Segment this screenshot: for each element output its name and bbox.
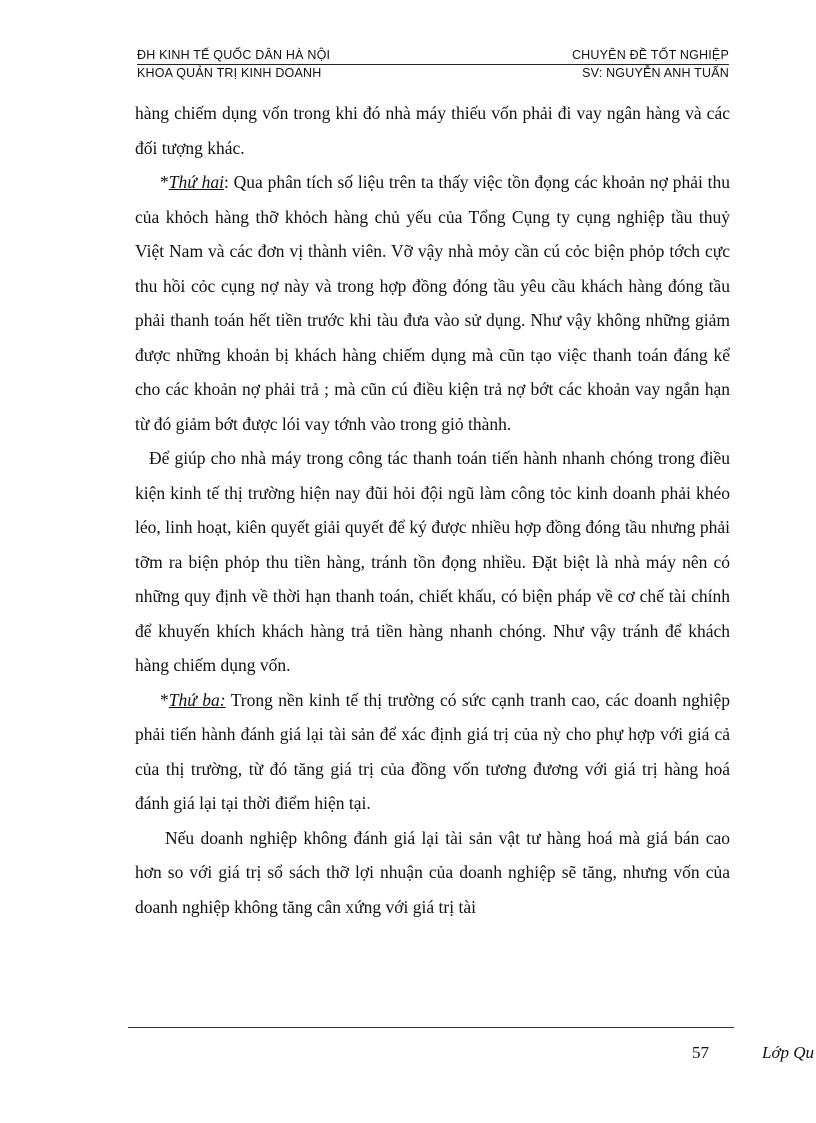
footer-class-label: Lớp Qu — [762, 1043, 815, 1062]
paragraph-4-text: Trong nền kinh tế thị trường có sức cạnh tranh cao, các doanh nghiệp phải tiến hành đánh giá lại tài sản để xác định giá trị của nỳ cho phự hợp với giá cả của thị trường, từ đó tăng giá trị của đồng vốn tương đương với giá trị hàng hoá đánh giá lại tại thời điểm hiện tại. — [135, 689, 730, 813]
section-label-thu-hai: Thứ hai — [168, 172, 224, 192]
bullet-marker: * — [160, 689, 169, 710]
page-header — [137, 48, 729, 81]
footer-divider — [128, 1027, 734, 1028]
student-name: SV: NGUYỄN ANH TUẤN — [582, 66, 729, 80]
header-row-top — [137, 48, 729, 65]
header-row-bottom — [137, 65, 729, 81]
paragraph-4 — [135, 683, 730, 821]
paragraph-5: Nếu doanh nghiệp không đánh giá lại tài sản vật tư hàng hoá mà giá bán cao hơn so với giá trị sổ sách thỡ lợi nhuận của doanh nghiệp sẽ tăng, nhưng vốn của doanh nghiệp không tăng cân xứng với giá trị tài — [135, 827, 730, 917]
faculty-name: KHOA QUẢN TRỊ KINH DOANH — [137, 66, 322, 80]
document-type: CHUYÊN ĐỀ TỐT NGHIỆP — [571, 48, 729, 62]
document-body — [135, 96, 730, 924]
paragraph-2 — [135, 165, 730, 441]
page-number: 57 — [692, 1043, 709, 1062]
university-name: ĐH KINH TẾ QUỐC DÂN HÀ NỘI — [137, 48, 331, 62]
bullet-marker: * — [160, 172, 169, 192]
paragraph-1: hàng chiếm dụng vốn trong khi đó nhà máy thiếu vốn phải đi vay ngân hàng và các đối tượng khác. — [135, 103, 730, 158]
paragraph-2-text: : Qua phân tích số liệu trên ta thấy việc tồn đọng các khoản nợ phải thu của khỏch hàng thỡ khỏch hàng chủ yếu của Tổng Cụng ty cụng nghiệp tầu thuỷ Việt Nam và các đơn vị thành viên. Vỡ vậy nhà mỏy cần cú cỏc biện phỏp tớch cực thu hồi cỏc cụng nợ này và trong hợp đồng đóng tầu yêu cầu khách hàng đóng tầu phải thanh toán hết tiền trước khi tàu đưa vào sử dụng. Như vậy không những giảm được những khoản bị khách hàng chiếm dụng mà cũn tạo việc thanh toán đáng kể cho các khoản nợ phải trả ; mà cũn cú điều kiện trả nợ bớt các khoản vay ngắn hạn từ đó giảm bớt được lói vay tớnh vào trong giỏ thành. — [135, 172, 730, 434]
paragraph-3: Để giúp cho nhà máy trong công tác thanh toán tiến hành nhanh chóng trong điều kiện kinh tế thị trường hiện nay đũi hỏi đội ngũ làm công tỏc kinh doanh phải khéo léo, linh hoạt, kiên quyết giải quyết để ký được nhiều hợp đồng đóng tầu nhưng phải tỡm ra biện phỏp thu tiền hàng, tránh tồn đọng nhiều. Đặt biệt là nhà máy nên có những quy định về thời hạn thanh toán, chiết khấu, có biện pháp về cơ chế tài chính để khuyến khích khách hàng trả tiền hàng nhanh chóng. Như vậy tránh để khách hàng chiếm dụng vốn. — [135, 448, 730, 675]
section-label-thu-ba: Thứ ba: — [168, 689, 226, 710]
